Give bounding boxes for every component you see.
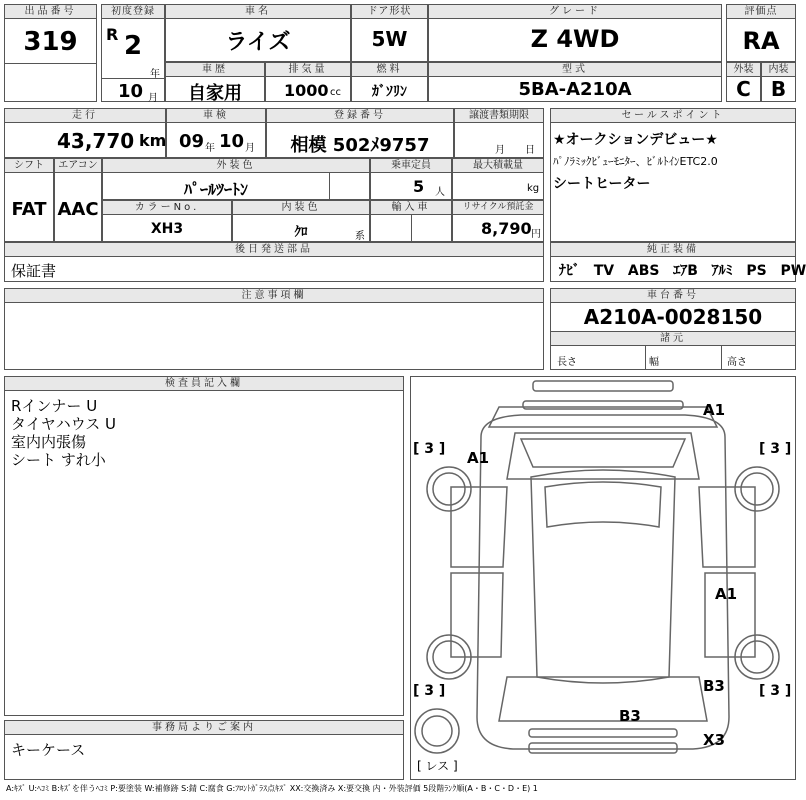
registration-label: 登録番号 (267, 109, 453, 123)
capacity-box (370, 158, 452, 200)
model-type: 5BA-A210A (518, 79, 632, 100)
inspector-box (4, 376, 404, 716)
capacity-unit: 人 (435, 187, 445, 198)
mileage-label: 走行 (5, 109, 165, 123)
transfer-doc-day-unit: 日 (525, 145, 535, 156)
office-note: キーケース (11, 741, 86, 759)
inspector-label: 検査員記入欄 (5, 377, 403, 391)
lot-number: 319 (23, 27, 78, 57)
displacement-label: 排気量 (266, 63, 350, 77)
damage-mark: B3 (619, 707, 641, 725)
ext-grade: C (736, 77, 751, 101)
first-reg-month: 10 (118, 81, 144, 102)
inspection-month: 10 (219, 131, 245, 152)
chassis-number: A210A-0028150 (583, 305, 763, 329)
equipment-list (559, 260, 806, 280)
ext-color-label: 外装色 (103, 159, 369, 173)
color-no-box (102, 200, 232, 242)
notes-box (4, 288, 544, 370)
equipment-label: 純正装備 (551, 243, 795, 257)
office-box (4, 720, 404, 780)
ext-grade-label: 外装 (727, 63, 760, 77)
later-parts: 保証書 (11, 262, 57, 280)
capacity-label: 乗車定員 (371, 159, 451, 173)
later-parts-box (4, 242, 544, 282)
history-box (165, 62, 265, 102)
score-box (726, 4, 796, 62)
int-color: ｸﾛ (294, 225, 308, 240)
car-diagram (410, 376, 796, 780)
door-box (351, 4, 428, 62)
int-color-box (232, 200, 370, 242)
inspection-box (166, 108, 266, 158)
inspector-line: 室内内張傷 (11, 433, 87, 451)
shift: FAT (11, 199, 47, 220)
damage-mark: A1 (715, 585, 738, 603)
grade-label: グレード (429, 5, 721, 19)
registration: 相模 502ﾒ9757 (290, 135, 430, 156)
color-no: XH3 (150, 221, 184, 237)
damage-mark: X3 (703, 731, 726, 749)
equipment-item: ABS (627, 263, 660, 279)
recycle-unit: 円 (531, 229, 541, 240)
model-type-box (428, 62, 722, 102)
car-name: ライズ (225, 30, 291, 55)
registration-box (266, 108, 454, 158)
car-name-box (165, 4, 351, 62)
int-grade-label: 内装 (762, 63, 795, 77)
grade: Z 4WD (530, 25, 620, 53)
displacement: 1000 (284, 81, 329, 100)
fuel: ｶﾞｿﾘﾝ (372, 84, 407, 100)
inspector-line: Rインナー U (11, 397, 98, 415)
color-no-label: カラーNo. (103, 201, 231, 215)
equipment-item: ﾅﾋﾞ (559, 263, 580, 279)
lot-label: 出品番号 (5, 5, 96, 19)
transfer-doc-label: 譲渡書類期限 (455, 109, 543, 123)
equipment-item: ｴｱB (673, 263, 698, 279)
int-color-unit: 系 (355, 231, 365, 242)
sales-point-box (550, 108, 796, 242)
chassis-box (550, 288, 796, 370)
equipment-item: PS (746, 263, 767, 279)
mileage: 43,770 (57, 129, 135, 153)
spare-tire-label: [ レス ] (417, 759, 458, 773)
score: RA (742, 27, 780, 55)
int-grade-box (761, 62, 796, 102)
score-label: 評価点 (727, 5, 795, 19)
mileage-box (4, 108, 166, 158)
sales-point-line: ★オークションデビュー★ (553, 132, 718, 148)
max-load-box (452, 158, 544, 200)
first-reg-year-unit: 年 (150, 69, 160, 80)
import-box (370, 200, 452, 242)
chassis-label: 車台番号 (551, 289, 795, 303)
car-name-label: 車名 (166, 5, 350, 19)
mileage-unit: km (139, 131, 167, 150)
later-parts-label: 後日発送部品 (5, 243, 543, 257)
tire-tread: [ 3 ] (759, 441, 792, 457)
office-label: 事務局よりご案内 (5, 721, 403, 735)
recycle: 8,790 (481, 219, 532, 238)
spec-width: 幅 (649, 357, 659, 368)
inspection-year: 09 (179, 131, 205, 152)
ext-color-box (102, 158, 370, 200)
inspector-line: シート すれ小 (11, 451, 106, 469)
recycle-box (452, 200, 544, 242)
equipment-item: TV (593, 263, 615, 279)
tire-tread: [ 3 ] (413, 441, 446, 457)
legend: A:ｷｽﾞ U:ﾍｺﾐ B:ｷｽﾞを伴うﾍｺﾐ P:要塗装 W:補修跡 S:錆 C:腐食 G:ﾌﾛﾝﾄｶﾞﾗｽ点ｷｽﾞ XX:交換済み X:要交換 内・外装評価 5段階ﾗﾝｸ順(A・B・C・D・E) 1 (6, 784, 538, 793)
inspection-month-unit: 月 (245, 143, 255, 154)
damage-mark: B3 (703, 677, 725, 695)
first-reg-label: 初度登録 (102, 5, 164, 19)
shift-label: シフト (5, 159, 53, 173)
fuel-box (351, 62, 428, 102)
tire-tread: [ 3 ] (759, 683, 792, 699)
equipment-item: PW (780, 263, 806, 279)
first-reg-era: R (106, 25, 119, 44)
ac: AAC (57, 199, 99, 220)
max-load-label: 最大積載量 (453, 159, 543, 173)
ext-grade-box (726, 62, 761, 102)
history-label: 車歴 (166, 63, 264, 77)
first-reg-box (101, 4, 165, 102)
damage-mark: A1 (703, 401, 726, 419)
ac-box (54, 158, 102, 242)
specs-label: 諸元 (551, 331, 795, 346)
tire-tread: [ 3 ] (413, 683, 446, 699)
equipment-item: ｱﾙﾐ (711, 263, 733, 279)
capacity: 5 (413, 177, 425, 196)
equipment-box (550, 242, 806, 282)
int-color-label: 内装色 (233, 201, 369, 215)
history: 自家用 (188, 83, 242, 104)
inspector-line: タイヤハウス U (11, 415, 116, 433)
car-outline (411, 377, 795, 779)
spec-length: 長さ (557, 357, 577, 368)
sales-point-line: シートヒーター (553, 176, 651, 192)
door-type: 5W (371, 27, 408, 51)
max-load-unit: kg (527, 183, 540, 194)
displacement-box (265, 62, 351, 102)
shift-box (4, 158, 54, 242)
displacement-unit: cc (330, 87, 341, 98)
transfer-doc-month-unit: 月 (495, 145, 505, 156)
int-grade: B (770, 77, 787, 101)
damage-mark: A1 (467, 449, 490, 467)
sales-point-label: セールスポイント (551, 109, 795, 123)
sales-point-line: ﾊﾟﾉﾗﾐｯｸﾋﾞｭｰﾓﾆﾀｰ、ﾋﾞﾙﾄｲﾝETC2.0 (553, 155, 718, 168)
inspection-label: 車検 (167, 109, 265, 123)
inspection-year-unit: 年 (205, 143, 215, 154)
recycle-label: リサイクル預託金 (453, 201, 543, 215)
door-label: ドア形状 (352, 5, 427, 19)
transfer-doc-box (454, 108, 544, 158)
spec-height: 高さ (727, 357, 747, 368)
fuel-label: 燃料 (352, 63, 427, 77)
grade-box (428, 4, 722, 62)
first-reg-year: 2 (124, 31, 143, 61)
ac-label: エアコン (55, 159, 101, 173)
lot-box (4, 4, 97, 102)
ext-color: ﾊﾟｰﾙﾂｰﾄﾝ (183, 180, 248, 199)
notes-label: 注意事項欄 (5, 289, 543, 303)
import-label: 輸入車 (371, 201, 451, 215)
model-type-label: 型式 (429, 63, 721, 77)
first-reg-month-unit: 月 (148, 93, 158, 104)
